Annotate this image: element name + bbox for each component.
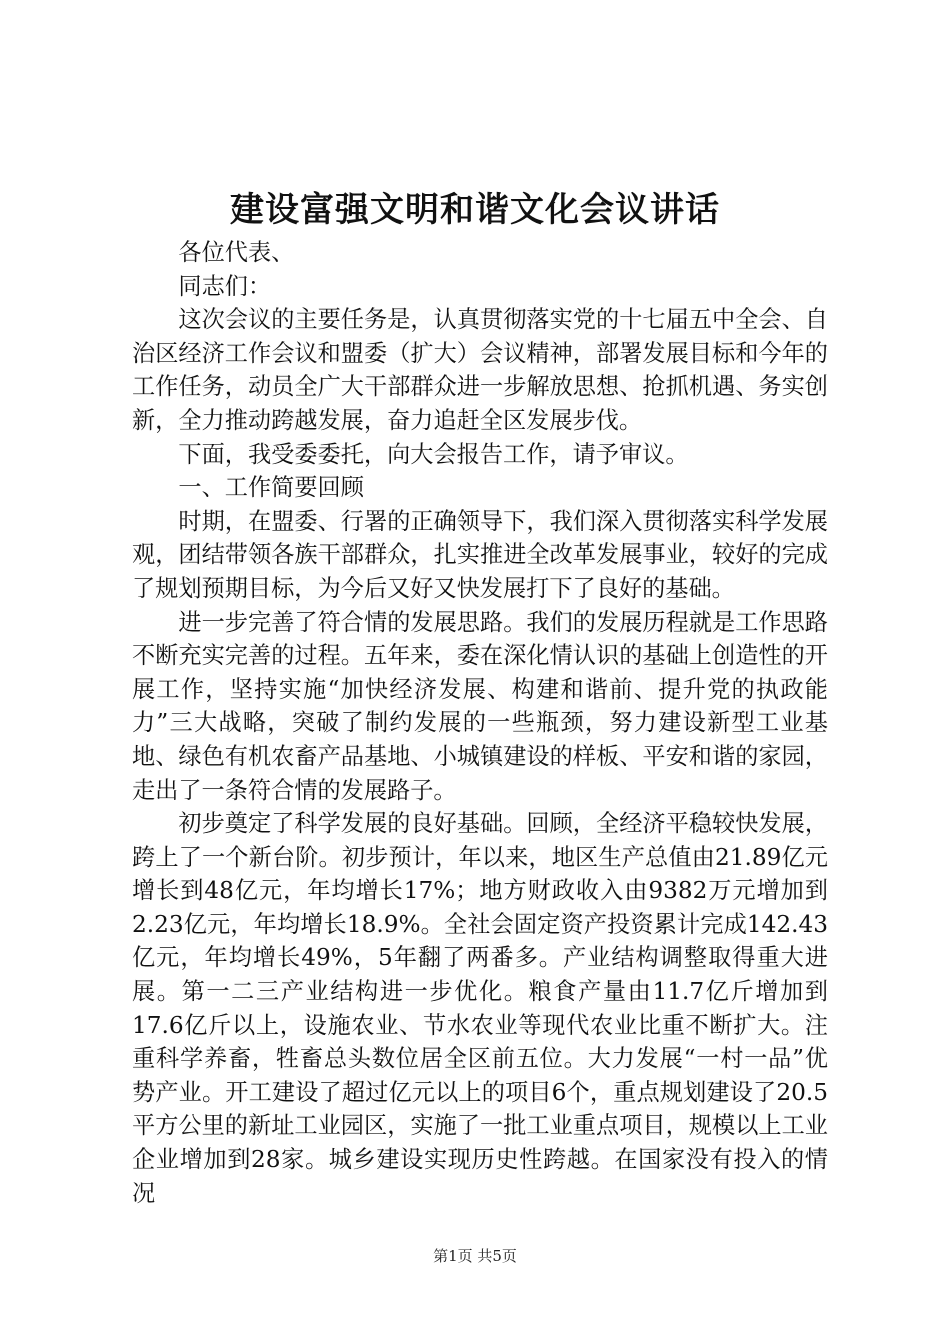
section-heading-review: 一、工作简要回顾 [178, 474, 364, 502]
paragraph-meeting-task: 这次会议的主要任务是，认真贯彻落实党的十七届五中全会、自治区经济工作会议和盟委（扩大）会议精神，部署发展目标和今年的工作任务，动员全广大干部群众进一步解放思想、抢抓机遇、务实创新，全力推动跨越发展，奋力追赶全区发展步伐。 [132, 306, 828, 434]
paragraph-salutation-1: 各位代表、 [178, 239, 295, 266]
page-number-footer: 第1页 共5页 [433, 1247, 517, 1265]
paragraph-development-foundation: 初步奠定了科学发展的良好基础。回顾，全经济平稳较快发展，跨上了一个新台阶。初步预计，年以来，地区生产总值由21.89亿元增长到48亿元，年均增长17%；地方财政收入由9382万元增加到2.23亿元，年均增长18.9%。全社会固定资产投资累计完成142.43亿元，年均增长49%，5年翻了两番多。产业结构调整取得重大进展。第一二三产业结构进一步优化。粮食产量由11.7亿斤增加到17.6亿斤以上，设施农业、节水农业等现代农业比重不断扩大。注重科学养畜，牲畜总头数位居全区前五位。大力发展“一村一品”优势产业。开工建设了超过亿元以上的项目6个，重点规划建设了20.5平方公里的新址工业园区，实施了一批工业重点项目，规模以上工业企业增加到28家。城乡建设实现历史性跨越。在国家没有投入的情况 [132, 810, 828, 1207]
document-title: 建设富强文明和谐文化会议讲话 [230, 190, 720, 230]
paragraph-period-summary: 时期，在盟委、行署的正确领导下，我们深入贯彻落实科学发展观，团结带领各族干部群众，扎实推进全改革发展事业，较好的完成了规划预期目标，为今后又好又快发展打下了良好的基础。 [132, 507, 828, 602]
paragraph-development-thinking: 进一步完善了符合情的发展思路。我们的发展历程就是工作思路不断充实完善的过程。五年来，委在深化情认识的基础上创造性的开展工作，坚持实施“加快经济发展、构建和谐前、提升党的执政能力”三大战略，突破了制约发展的一些瓶颈，努力建设新型工业基地、绿色有机农畜产品基地、小城镇建设的样板、平安和谐的家园，走出了一条符合情的发展路子。 [132, 608, 828, 804]
paragraph-salutation-2: 同志们： [178, 272, 272, 300]
document-body [132, 236, 828, 1210]
paragraph-report-intro: 下面，我受委委托，向大会报告工作，请予审议。 [178, 440, 689, 468]
